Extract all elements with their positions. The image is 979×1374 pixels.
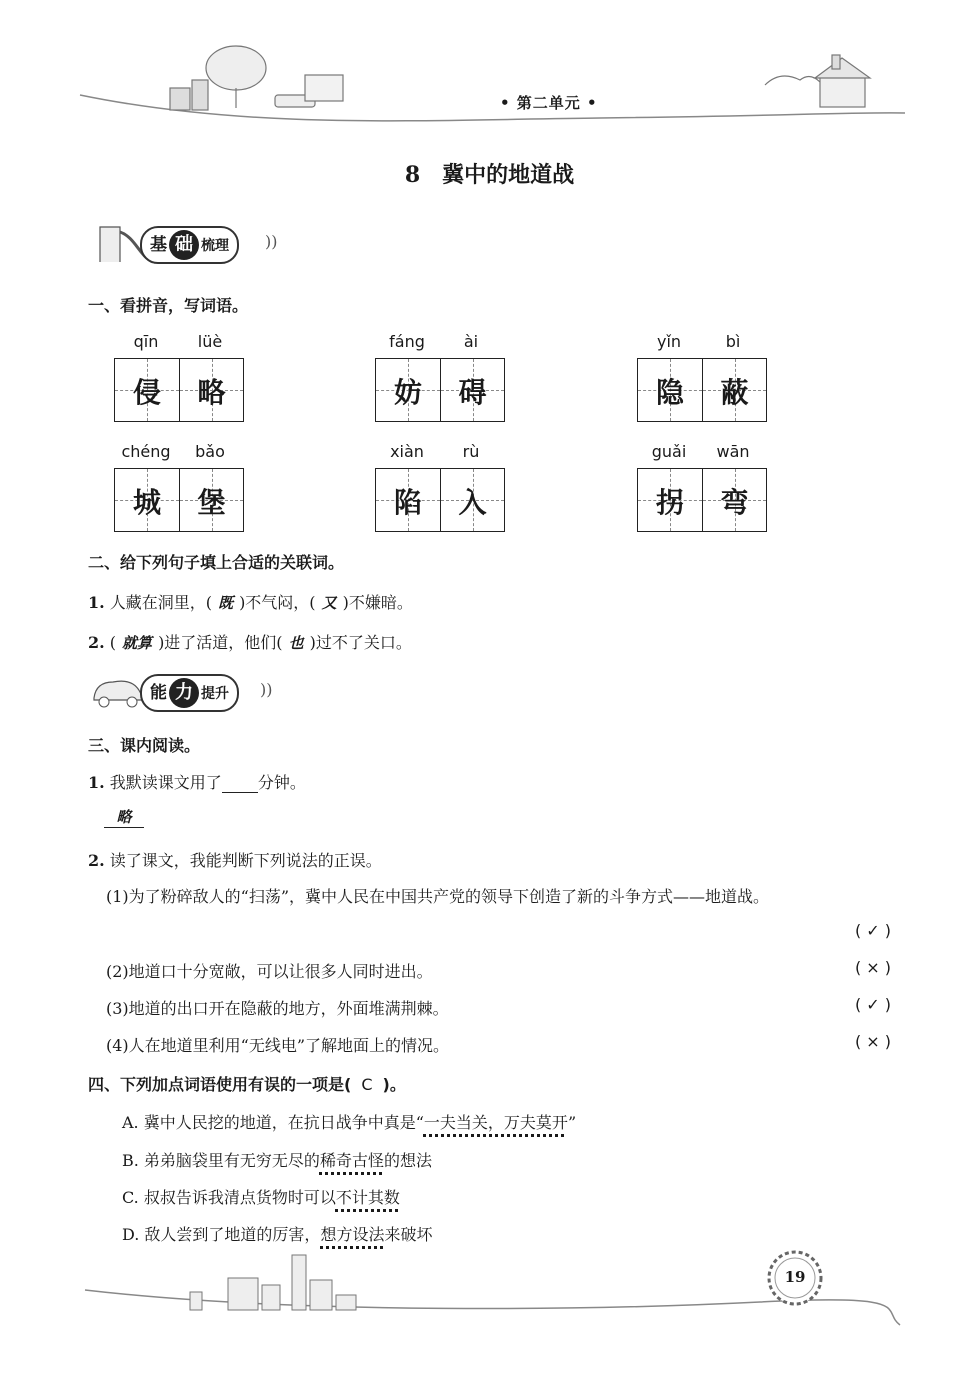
answer-char: 妨 <box>393 376 422 409</box>
option-text: 来破坏 <box>384 1225 433 1244</box>
pinyin: yǐn <box>656 332 682 351</box>
section4-heading <box>88 1072 406 1095</box>
sentence-part: )进了活道，他们( <box>158 633 283 652</box>
dotted-phrase: 稀奇古怪 <box>319 1151 384 1170</box>
option-text: 的想法 <box>383 1151 432 1170</box>
dotted-phrase: 不计其数 <box>335 1188 400 1207</box>
choice-answer: C <box>361 1075 373 1094</box>
answer-char: 入 <box>458 486 487 519</box>
pinyin: fáng <box>389 332 425 351</box>
judgement-item-2: (2)地道口十分宽敞，可以让很多人同时进出。 <box>106 962 433 981</box>
answer-char: 弯 <box>720 486 749 519</box>
section3-q1 <box>88 770 306 793</box>
car-icon <box>88 670 148 710</box>
footer-decoration <box>0 1240 979 1374</box>
question-text: 我默读课文用了 <box>109 773 222 792</box>
judgement-mark-3: ( ✓ ) <box>854 995 892 1014</box>
judgement-item-4: (4)人在地道里利用“无线电”了解地面上的情况。 <box>106 1036 450 1055</box>
pinyin: guǎi <box>651 442 687 461</box>
pinyin: ài <box>463 332 479 351</box>
badge-text-a: 能 <box>150 683 167 703</box>
section2-item-1 <box>88 590 413 613</box>
option-text: D. 敌人尝到了地道的厉害， <box>122 1225 321 1244</box>
word-grid-6 <box>637 442 767 532</box>
word-grid-3 <box>637 332 767 422</box>
badge-circle-text: 力 <box>169 678 199 708</box>
answer-char: 略 <box>197 376 226 409</box>
answer-char: 城 <box>132 486 161 519</box>
badge-text-a: 基 <box>150 235 167 255</box>
pinyin: wān <box>716 442 750 461</box>
judgement-item-3: (3)地道的出口开在隐蔽的地方，外面堆满荆棘。 <box>106 999 449 1018</box>
item-number: 1. <box>88 773 105 792</box>
answer-char: 侵 <box>132 376 161 409</box>
option-a <box>122 1110 576 1133</box>
section1-heading: 一、看拼音，写词语。 <box>88 296 249 315</box>
question-text: 读了课文，我能判断下列说法的正误。 <box>109 851 382 870</box>
answer-word: 就算 <box>122 634 153 652</box>
section-badge-basic <box>95 222 278 262</box>
answer-word: 也 <box>288 634 304 652</box>
house-illustration <box>765 55 870 107</box>
section2-item-2 <box>88 630 412 653</box>
heading-text: )。 <box>382 1075 406 1094</box>
pinyin: bì <box>725 332 741 351</box>
answer-blank <box>222 774 258 793</box>
word-grid-4 <box>114 442 244 532</box>
heading-text: 四、下列加点词语使用有误的一项是( <box>88 1075 352 1094</box>
option-c <box>122 1185 400 1208</box>
option-text: C. 叔叔告诉我清点货物时可以 <box>122 1188 336 1207</box>
answer-word: 既 <box>218 594 234 612</box>
judgement-mark-4: ( × ) <box>854 1032 892 1051</box>
section-badge-ability <box>88 670 278 710</box>
answer-char: 碍 <box>458 376 487 409</box>
word-grid-2 <box>375 332 505 422</box>
question-text: 分钟。 <box>257 773 306 792</box>
item-number: 2. <box>88 851 105 870</box>
tree-illustration <box>170 46 343 110</box>
section3-heading: 三、课内阅读。 <box>88 736 201 755</box>
pinyin: xiàn <box>390 442 424 461</box>
badge-text-c: 梳理 <box>201 238 229 254</box>
pinyin: rù <box>462 442 480 461</box>
pinyin: lüè <box>197 332 223 351</box>
sentence-part: 人藏在洞里，( <box>109 593 213 612</box>
item-number: 1. <box>88 593 105 612</box>
sound-waves-icon: )) <box>260 680 273 699</box>
page-number: 19 <box>784 1268 806 1286</box>
judgement-mark-1: ( ✓ ) <box>854 921 892 940</box>
dotted-phrase: 想方设法 <box>320 1225 385 1244</box>
sound-waves-icon: )) <box>265 232 278 251</box>
unit-label: • 第二单元 • <box>500 94 598 112</box>
written-answer: 略 <box>116 808 132 826</box>
option-b <box>122 1148 432 1171</box>
option-text: B. 弟弟脑袋里有无穷无尽的 <box>122 1151 320 1170</box>
badge-circle-text: 础 <box>169 230 199 260</box>
answer-char: 拐 <box>655 486 684 519</box>
item-number: 2. <box>88 633 105 652</box>
pinyin: bǎo <box>195 442 225 461</box>
badge-text-c: 提升 <box>201 686 229 702</box>
dotted-phrase: 一夫当关，万夫莫开 <box>423 1113 568 1132</box>
section2-heading: 二、给下列句子填上合适的关联词。 <box>88 553 345 572</box>
word-grid-5 <box>375 442 505 532</box>
answer-char: 蔽 <box>720 376 749 409</box>
lesson-title: 8 冀中的地道战 <box>404 162 575 188</box>
answer-word: 又 <box>321 594 337 612</box>
option-text: A. 冀中人民挖的地道，在抗日战争中真是“ <box>122 1113 424 1132</box>
pinyin: chéng <box>121 442 171 461</box>
sentence-part: )不嫌暗。 <box>342 593 413 612</box>
judgement-mark-2: ( × ) <box>854 958 892 977</box>
option-text: ” <box>567 1113 577 1132</box>
pinyin: qīn <box>133 332 159 351</box>
answer-char: 陷 <box>393 486 422 519</box>
header-decoration <box>0 0 979 150</box>
answer-char: 堡 <box>197 486 226 519</box>
sentence-part: )过不了关口。 <box>309 633 412 652</box>
section3-q2 <box>88 848 382 871</box>
answer-char: 隐 <box>655 376 684 409</box>
word-grid-1 <box>114 332 244 422</box>
answer-line <box>104 806 144 828</box>
sentence-part: ( <box>109 633 117 652</box>
judgement-item-1: (1)为了粉碎敌人的“扫荡”，冀中人民在中国共产党的领导下创造了新的斗争方式——地道战。 <box>106 887 770 906</box>
sentence-part: )不气闷，( <box>239 593 316 612</box>
